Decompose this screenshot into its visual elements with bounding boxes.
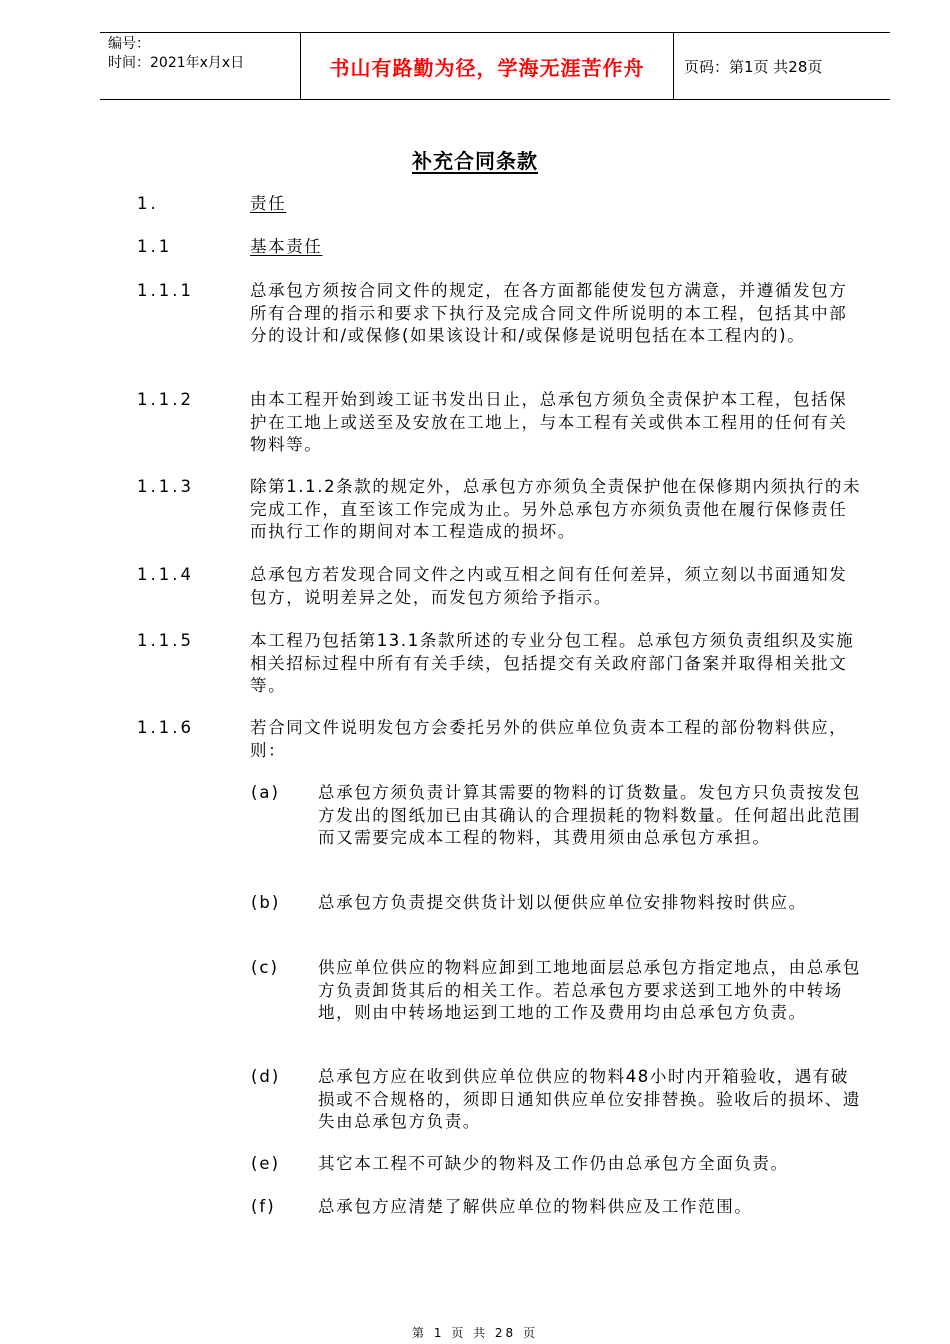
header-page-label: 页码：第1页 共28页 [684,57,823,76]
clause-number: 1.1 [137,237,173,256]
subclause-number: (d) [251,1067,281,1086]
clause-number: 1.1.4 [137,565,194,584]
clause-number: 1.1.5 [137,631,194,650]
subclause-number: (f) [251,1197,276,1216]
document-title: 补充合同条款 [412,149,538,173]
document-number-label: 编号： [108,36,150,52]
clause-text: 除第1.1.2条款的规定外，总承包方亦须负全责保护他在保修期内须执行的未完成工作，直至该工作完成为止。另外总承包方亦须负责他在履行保修责任而执行工作的期间对本工程造成的损坏。 [250,477,862,541]
clause-number: 1.1.3 [137,477,194,496]
clause-text: 若合同文件说明发包方会委托另外的供应单位负责本工程的部份物料供应，则： [250,718,848,760]
subclause-text: 总承包方负责提交供货计划以便供应单位安排物料按时供应。 [318,893,807,912]
subclause-text: 供应单位供应的物料应卸到工地地面层总承包方指定地点，由总承包方负责卸货其后的相关工作。若总承包方要求送到工地外的中转场地，则由中转场地运到工地的工作及费用均由总承包方负责。 [318,958,861,1022]
clause-text: 总承包方须按合同文件的规定，在各方面都能使发包方满意，并遵循发包方所有合理的指示和要求下执行及完成合同文件所说明的本工程，包括其中部分的设计和/或保修(如果该设计和/或保修是说明包括在本工程内的)。 [250,281,848,345]
clause-number: 1.1.6 [137,718,194,737]
clause-heading: 基本责任 [250,237,323,256]
clause-number: 1.1.1 [137,281,194,300]
subclause-text: 总承包方应在收到供应单位供应的物料48小时内开箱验收，遇有破损或不合规格的，须即日通知供应单位安排替换。验收后的损坏、遗失由总承包方负责。 [318,1067,861,1131]
header-motto: 书山有路勤为径，学海无涯苦作舟 [329,55,645,80]
page-footer: 第 1 页 共 28 页 [412,1326,538,1340]
subclause-text: 总承包方应清楚了解供应单位的物料供应及工作范围。 [318,1197,753,1216]
page-header [100,32,890,100]
document-time-label: 时间：2021年x月x日 [108,55,245,71]
header-meta [100,33,301,99]
clause-text: 由本工程开始到竣工证书发出日止，总承包方须负全责保护本工程，包括保护在工地上或送至及安放在工地上，与本工程有关或供本工程用的任何有关物料等。 [250,390,848,454]
clause-text: 总承包方若发现合同文件之内或互相之间有任何差异，须立刻以书面通知发包方，说明差异之处，而发包方须给予指示。 [250,565,848,607]
subclause-number: (b) [251,893,281,912]
header-motto-cell [301,33,674,99]
subclause-number: (c) [251,958,279,977]
subclause-text: 总承包方须负责计算其需要的物料的订货数量。发包方只负责按发包方发出的图纸加已由其确认的合理损耗的物料数量。任何超出此范围而又需要完成本工程的物料，其费用须由总承包方承担。 [318,783,861,847]
clause-number: 1.1.2 [137,390,194,409]
subclause-number: (e) [251,1154,281,1173]
subclause-number: (a) [251,783,280,802]
clause-number: 1. [137,194,159,213]
clause-heading: 责任 [250,194,287,213]
clause-text: 本工程乃包括第13.1条款所述的专业分包工程。总承包方须负责组织及实施相关招标过程中所有有关手续，包括提交有关政府部门备案并取得相关批文等。 [250,631,855,695]
header-page-cell [674,33,890,99]
subclause-text: 其它本工程不可缺少的物料及工作仍由总承包方全面负责。 [318,1154,789,1173]
